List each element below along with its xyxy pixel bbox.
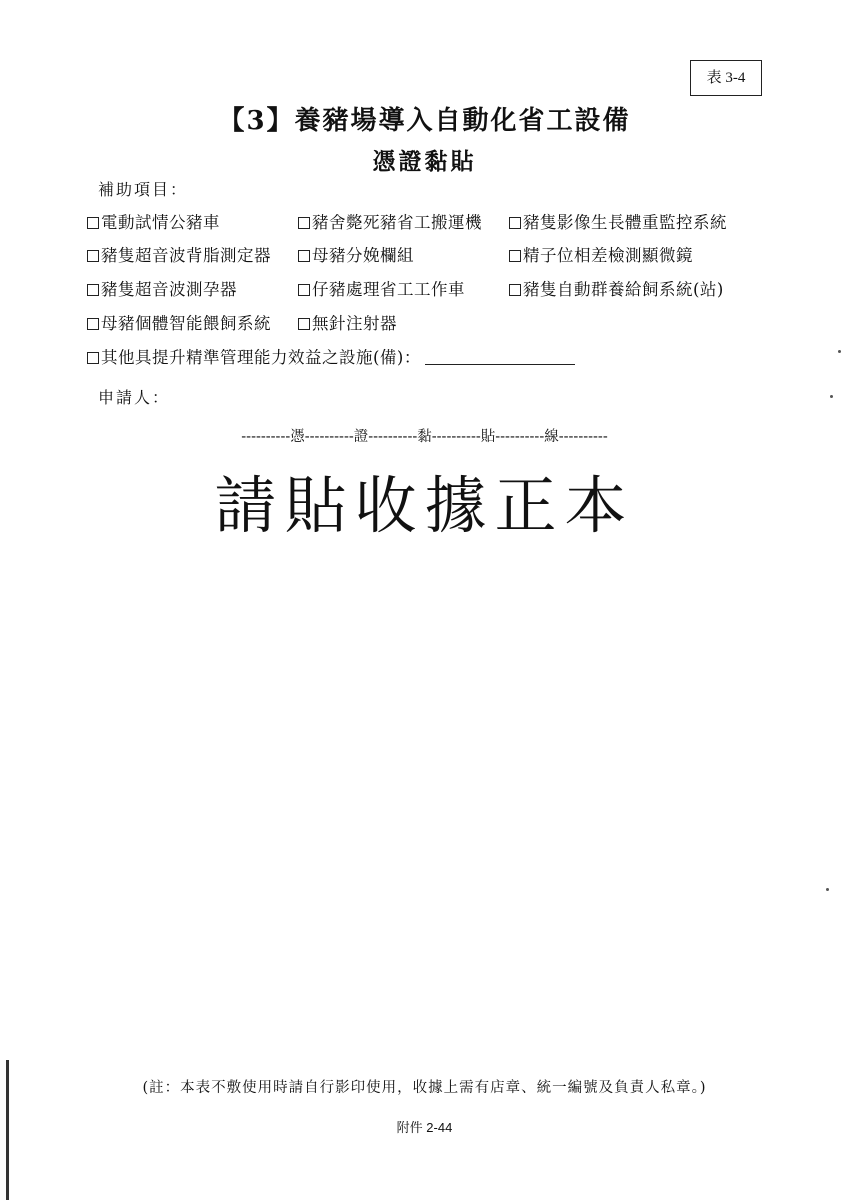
subsidy-item-checkbox[interactable] <box>87 242 271 266</box>
subsidy-item-other[interactable] <box>87 344 575 368</box>
subsidy-item-checkbox[interactable] <box>509 209 727 233</box>
checkbox-icon[interactable] <box>87 217 99 229</box>
scan-speck <box>830 395 833 398</box>
checkbox-icon[interactable] <box>87 352 99 364</box>
checkbox-icon[interactable] <box>509 217 521 229</box>
checkbox-icon[interactable] <box>298 217 310 229</box>
subsidy-item-label: 無針注射器 <box>312 314 397 333</box>
subsidy-item-checkbox[interactable] <box>87 209 220 233</box>
subsidy-item-checkbox[interactable] <box>87 276 237 300</box>
subsidy-item-checkbox[interactable] <box>298 310 397 334</box>
checkbox-icon[interactable] <box>509 284 521 296</box>
subsidy-item-checkbox[interactable] <box>298 209 482 233</box>
checkbox-icon[interactable] <box>87 318 99 330</box>
subsidy-item-label: 仔豬處理省工工作車 <box>312 280 465 299</box>
scan-speck <box>838 350 841 353</box>
paste-receipt-instruction: 請貼收據正本 <box>214 469 635 542</box>
form-number-box: 表 3-4 <box>690 60 762 96</box>
document-title: 【3】養豬場導入自動化省工設備 <box>218 106 631 136</box>
subsidy-item-label: 母豬分娩欄組 <box>312 246 414 265</box>
checkbox-icon[interactable] <box>298 318 310 330</box>
document-subtitle: 憑證黏貼 <box>372 148 477 175</box>
subsidy-item-checkbox[interactable] <box>509 242 693 266</box>
subsidy-item-label: 豬隻影像生長體重監控系統 <box>523 213 727 232</box>
subsidy-item-label: 母豬個體智能餵飼系統 <box>101 314 271 333</box>
checkbox-icon[interactable] <box>298 284 310 296</box>
checkbox-icon[interactable] <box>87 284 99 296</box>
applicant-label: 申請人： <box>98 388 171 407</box>
adhesive-cut-line: ----------憑----------證----------黏----------貼----------線---------- <box>241 429 608 445</box>
subsidy-item-label: 豬隻超音波背脂測定器 <box>101 246 271 265</box>
page-number: 附件 2-44 <box>396 1120 453 1135</box>
subsidy-item-checkbox[interactable] <box>87 310 271 334</box>
subsidy-item-label: 精子位相差檢測顯微鏡 <box>523 246 693 265</box>
subsidy-item-label: 其他具提升精準管理能力效益之設施(備)： <box>101 348 421 367</box>
checkbox-icon[interactable] <box>509 250 521 262</box>
scan-speck <box>826 888 829 891</box>
other-item-blank-field[interactable] <box>425 350 575 365</box>
footer-note: (註：本表不敷使用時請自行影印使用，收據上需有店章、統一編號及負責人私章。) <box>142 1080 707 1096</box>
subsidy-item-checkbox[interactable] <box>509 276 724 300</box>
scan-edge-mark <box>6 1060 9 1200</box>
checkbox-icon[interactable] <box>87 250 99 262</box>
subsidy-item-label: 豬隻自動群養給飼系統(站) <box>523 280 724 299</box>
subsidy-item-checkbox[interactable] <box>298 276 465 300</box>
subsidy-item-label: 豬隻超音波測孕器 <box>101 280 237 299</box>
subsidy-item-checkbox[interactable] <box>298 242 414 266</box>
subsidy-item-label: 電動試情公豬車 <box>101 213 220 232</box>
subsidy-items-label: 補助項目： <box>98 180 189 199</box>
subsidy-item-label: 豬舍斃死豬省工搬運機 <box>312 213 482 232</box>
checkbox-icon[interactable] <box>298 250 310 262</box>
